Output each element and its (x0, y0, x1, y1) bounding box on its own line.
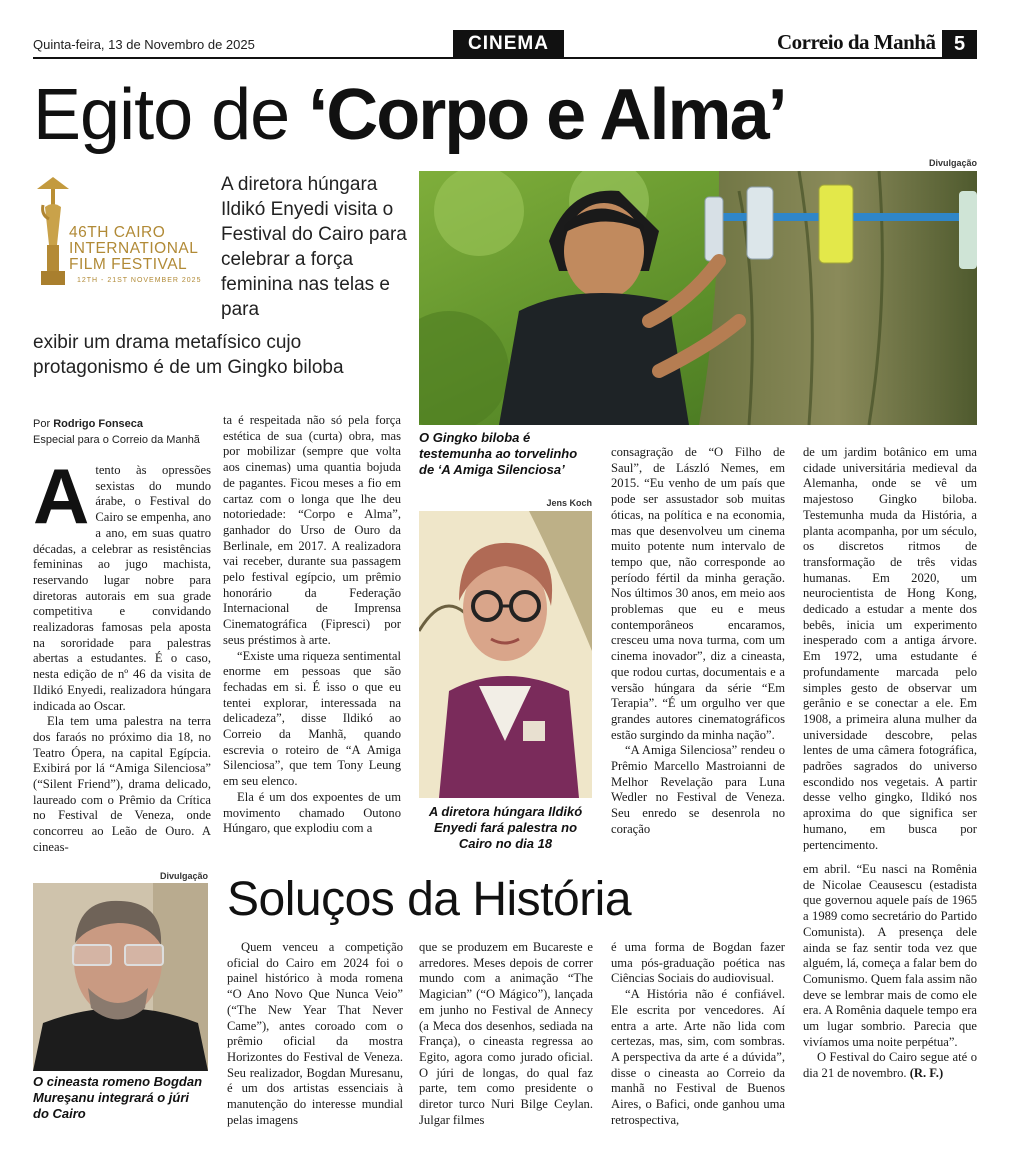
header-rule (33, 57, 977, 59)
photo-caption: O Gingko biloba é testemunha ao torvelinho de ‘A Amiga Silenciosa’ (419, 430, 578, 477)
photo-ginkgo-scene (419, 171, 977, 425)
headline-bold: ‘Corpo e Alma’ (308, 75, 786, 155)
paragraph: “A Amiga Silenciosa” rendeu o Prêmio Marcello Mastroianni de Melhor Revelação para Luna Wedler no Festival de Veneza. Seu enredo se desenrola no coração (611, 743, 785, 836)
article-column-2 (223, 413, 401, 837)
byline-prefix: Por (33, 418, 51, 430)
logo-line-3: FILM FESTIVAL (69, 256, 188, 273)
drop-cap: A (33, 452, 90, 540)
article-column-1 (33, 452, 211, 856)
paragraph: em abril. “Eu nasci na Romênia de Nicolae Ceausescu (estadista que governou aquele país de 1965 a 1989 como secretário do Partido Comunista). A presença dele ainda se faz sentir toda vez que alguém, lá, começa a falar bem do Comunismo. Quem fala assim não deve se lembrar mais de como ele era. A Romênia daquele tempo era um lugar sombrio. Parecia que vivíamos uma noite perpétua”. (803, 862, 977, 1049)
headline (33, 74, 786, 156)
photo-image (419, 171, 977, 425)
photo-director-portrait (419, 511, 592, 798)
newspaper-brand: Correio da Manhã (777, 30, 936, 54)
photo-credit-3: Divulgação (159, 871, 208, 881)
logo-dates: 12TH - 21ST NOVEMBER 2025 (77, 277, 202, 284)
photo-credit-2: Jens Koch (546, 498, 592, 508)
paragraph: Ela é um dos expoentes de um movimento chamado Outono Húngaro, que explodiu com a (223, 789, 401, 836)
signature: (R. F.) (909, 1066, 944, 1081)
trophy-icon (33, 175, 73, 290)
paragraph: de um jardim botânico em uma cidade universitária medieval da Alemanha, onde se vê um majestoso Gingko biloba. Testemunha muda da História, a planta acompanha, por um século, os discretos ritmos de transformação de três vidas humanas. Em 2020, um neurocientista de Hong Kong, dedicado a estudar a mente dos bebês, inicia um experimento inesperado com a antiga árvore. Em 1972, uma estudante é profundamente marcada pelo simples gesto de observar um gerânio e se conectar a ele. Em 1908, a primeira aluna mulher da universidade descobre, pelas lentes de uma câmera fotográfica, padrões sagrados do universo escondido nos vegetais. A partir desse velho gingko, Ildikó nos aproxima do que significa ser humano, em busca por pertencimento. (803, 445, 977, 852)
sidebar-column-2 (419, 940, 593, 1128)
paragraph: “Existe uma riqueza sentimental enorme em pessoas que são fechadas em si. É isso o que eu tentei explorar, interessada na delicadeza”, disse Ildikó ao Correio da Manhã, quando escrevia o roteiro de “A Amiga Silenciosa”, que tem Tony Leung em seu elenco. (223, 648, 401, 789)
portrait-image (419, 511, 592, 798)
photo-caption-2: A diretora húngara Ildikó Enyedi fará palestra no Cairo no dia 18 (428, 804, 583, 851)
headline-light: Egito de (33, 75, 290, 155)
standfirst-continued: exibir um drama metafísico cujo protagonismo é de um Gingko biloba (33, 332, 344, 378)
sidebar-column-4 (803, 862, 977, 1082)
sidebar-title: Soluços da História (227, 873, 632, 926)
photo-bogdan-portrait (33, 883, 208, 1071)
paragraph: que se produzem em Bucareste e arredores. Meses depois de correr mundo com a animação “The Magician” (“O Mágico”), lançada em junho no Festival de Annecy (a Meca dos desenhos, sediada na França), o cineasta regressa ao Egito, agora como jurado oficial. O júri de longas, do qual faz parte, tem como presidente o diretor turco Nuri Bilge Ceylan. Julgar filmes (419, 940, 593, 1127)
sidebar-column-1 (227, 940, 403, 1128)
portrait-image-2 (33, 883, 208, 1071)
logo-text (69, 225, 198, 273)
standfirst: A diretora húngara Ildikó Enyedi visita o Festival do Cairo para celebrar a força feminina nas telas e para (221, 174, 407, 320)
festival-logo (33, 175, 211, 290)
logo-line-2: INTERNATIONAL (69, 240, 199, 257)
byline (33, 416, 200, 448)
article-column-4 (803, 445, 977, 853)
page-number: 5 (942, 30, 977, 58)
paragraph (803, 1050, 977, 1081)
sidebar-column-3 (611, 940, 785, 1128)
paragraph: consagração de “O Filho de Saul”, de László Nemes, em 2015. “Eu venho de um país que pode ser assustador sob muitas óticas, na política e na economia, mas que desenvolveu um cinema muito potente num intervalo de tempo que, não corresponde ao período fértil da minha geração. Nos últimos 30 anos, em meio aos problemas que eu e meus contemporâneos encaramos, cresceu uma nova turma, com um cinema inovador”, diz a cineasta, que rodou curtas, documentais e a versão húngara da série “Em Terapia”. “É um orgulho ver que grandes autores cinematográficos estão surgindo da minha nação”. (611, 445, 785, 742)
paragraph: “A História não é confiável. Ele escrita por vencedores. Aí entra a arte. Arte não lida com certezas, mas, sim, com sombras. A perspectiva da arte é a dúvida”, disse o cineasta ao Correio da manhã no Festival de Buenos Aires, o Bafici, onde ganhou uma retrospectiva, (611, 987, 785, 1127)
byline-role: Especial para o Correio da Manhã (33, 434, 200, 446)
photo-credit: Divulgação (928, 158, 977, 168)
byline-author: Rodrigo Fonseca (53, 418, 144, 430)
article-column-3 (611, 445, 785, 838)
paragraph: é uma forma de Bogdan fazer uma pós-graduação poética nas Ciências Sociais do audiovisual. (611, 940, 785, 986)
paragraph: tento às opressões sexistas do mundo árabe, o Festival do Cairo se empenha, ano a ano, em suas quatro décadas, a celebrar as resistências femininas ao jugo machista, reservando lugar nobre para diretoras autorais em sua grade competitiva e convidando realizadoras famosas pela aposta na sororidade para palestras abertas a estudantes. É o caso, nesta edição de nº 46 da visita de Ildikó Enyedi, realizadora húngara indicada ao Oscar. (33, 463, 211, 713)
paragraph: ta é respeitada não só pela força estética de sua (curta) obra, mas por mobilizar (sempre que volta aos cinemas) uma quantia bojuda de pagantes. Ficou meses a fio em cartaz com o longa que lhe deu notoriedade: “Corpo e Alma”, ganhador do Urso de Ouro da Berlinale, em 2017. A realizadora vai receber, durante sua passagem pelo festival egípcio, um prêmio honorário da Federação Internacional de Imprensa Cinematográfica (Fipresci) por seus préstimos à arte. (223, 413, 401, 647)
logo-line-1: 46TH CAIRO (69, 224, 166, 241)
closing-text: O Festival do Cairo segue até o dia 21 de novembro. (803, 1050, 977, 1081)
photo-caption-3: O cineasta romeno Bogdan Mureşanu integrará o júri do Cairo (33, 1074, 203, 1121)
paragraph: Quem venceu a competição oficial do Cairo em 2024 foi o painel histórico à moda romena “O Ano Novo Que Nunca Veio” (“The New Year That Never Came”), antes coroado com o prêmio oficial da mostra Horizontes do Festival de Veneza. Seu realizador, Bogdan Muresanu, é um dos artistas essenciais à manutenção do interesse mundial pelas imagens (227, 940, 403, 1127)
paragraph: Ela tem uma palestra na terra dos faraós no próximo dia 18, no Teatro Ópera, na capital Egípcia. Exibirá por lá “Amiga Silenciosa” (“Silent Friend”), drama delicado, laureado com o Prêmio da Crítica no Festival de Veneza, onde concorreu ao Leão de Ouro. A cineas- (33, 714, 211, 854)
section-label: CINEMA (453, 30, 564, 58)
issue-date: Quinta-feira, 13 de Novembro de 2025 (33, 37, 255, 52)
